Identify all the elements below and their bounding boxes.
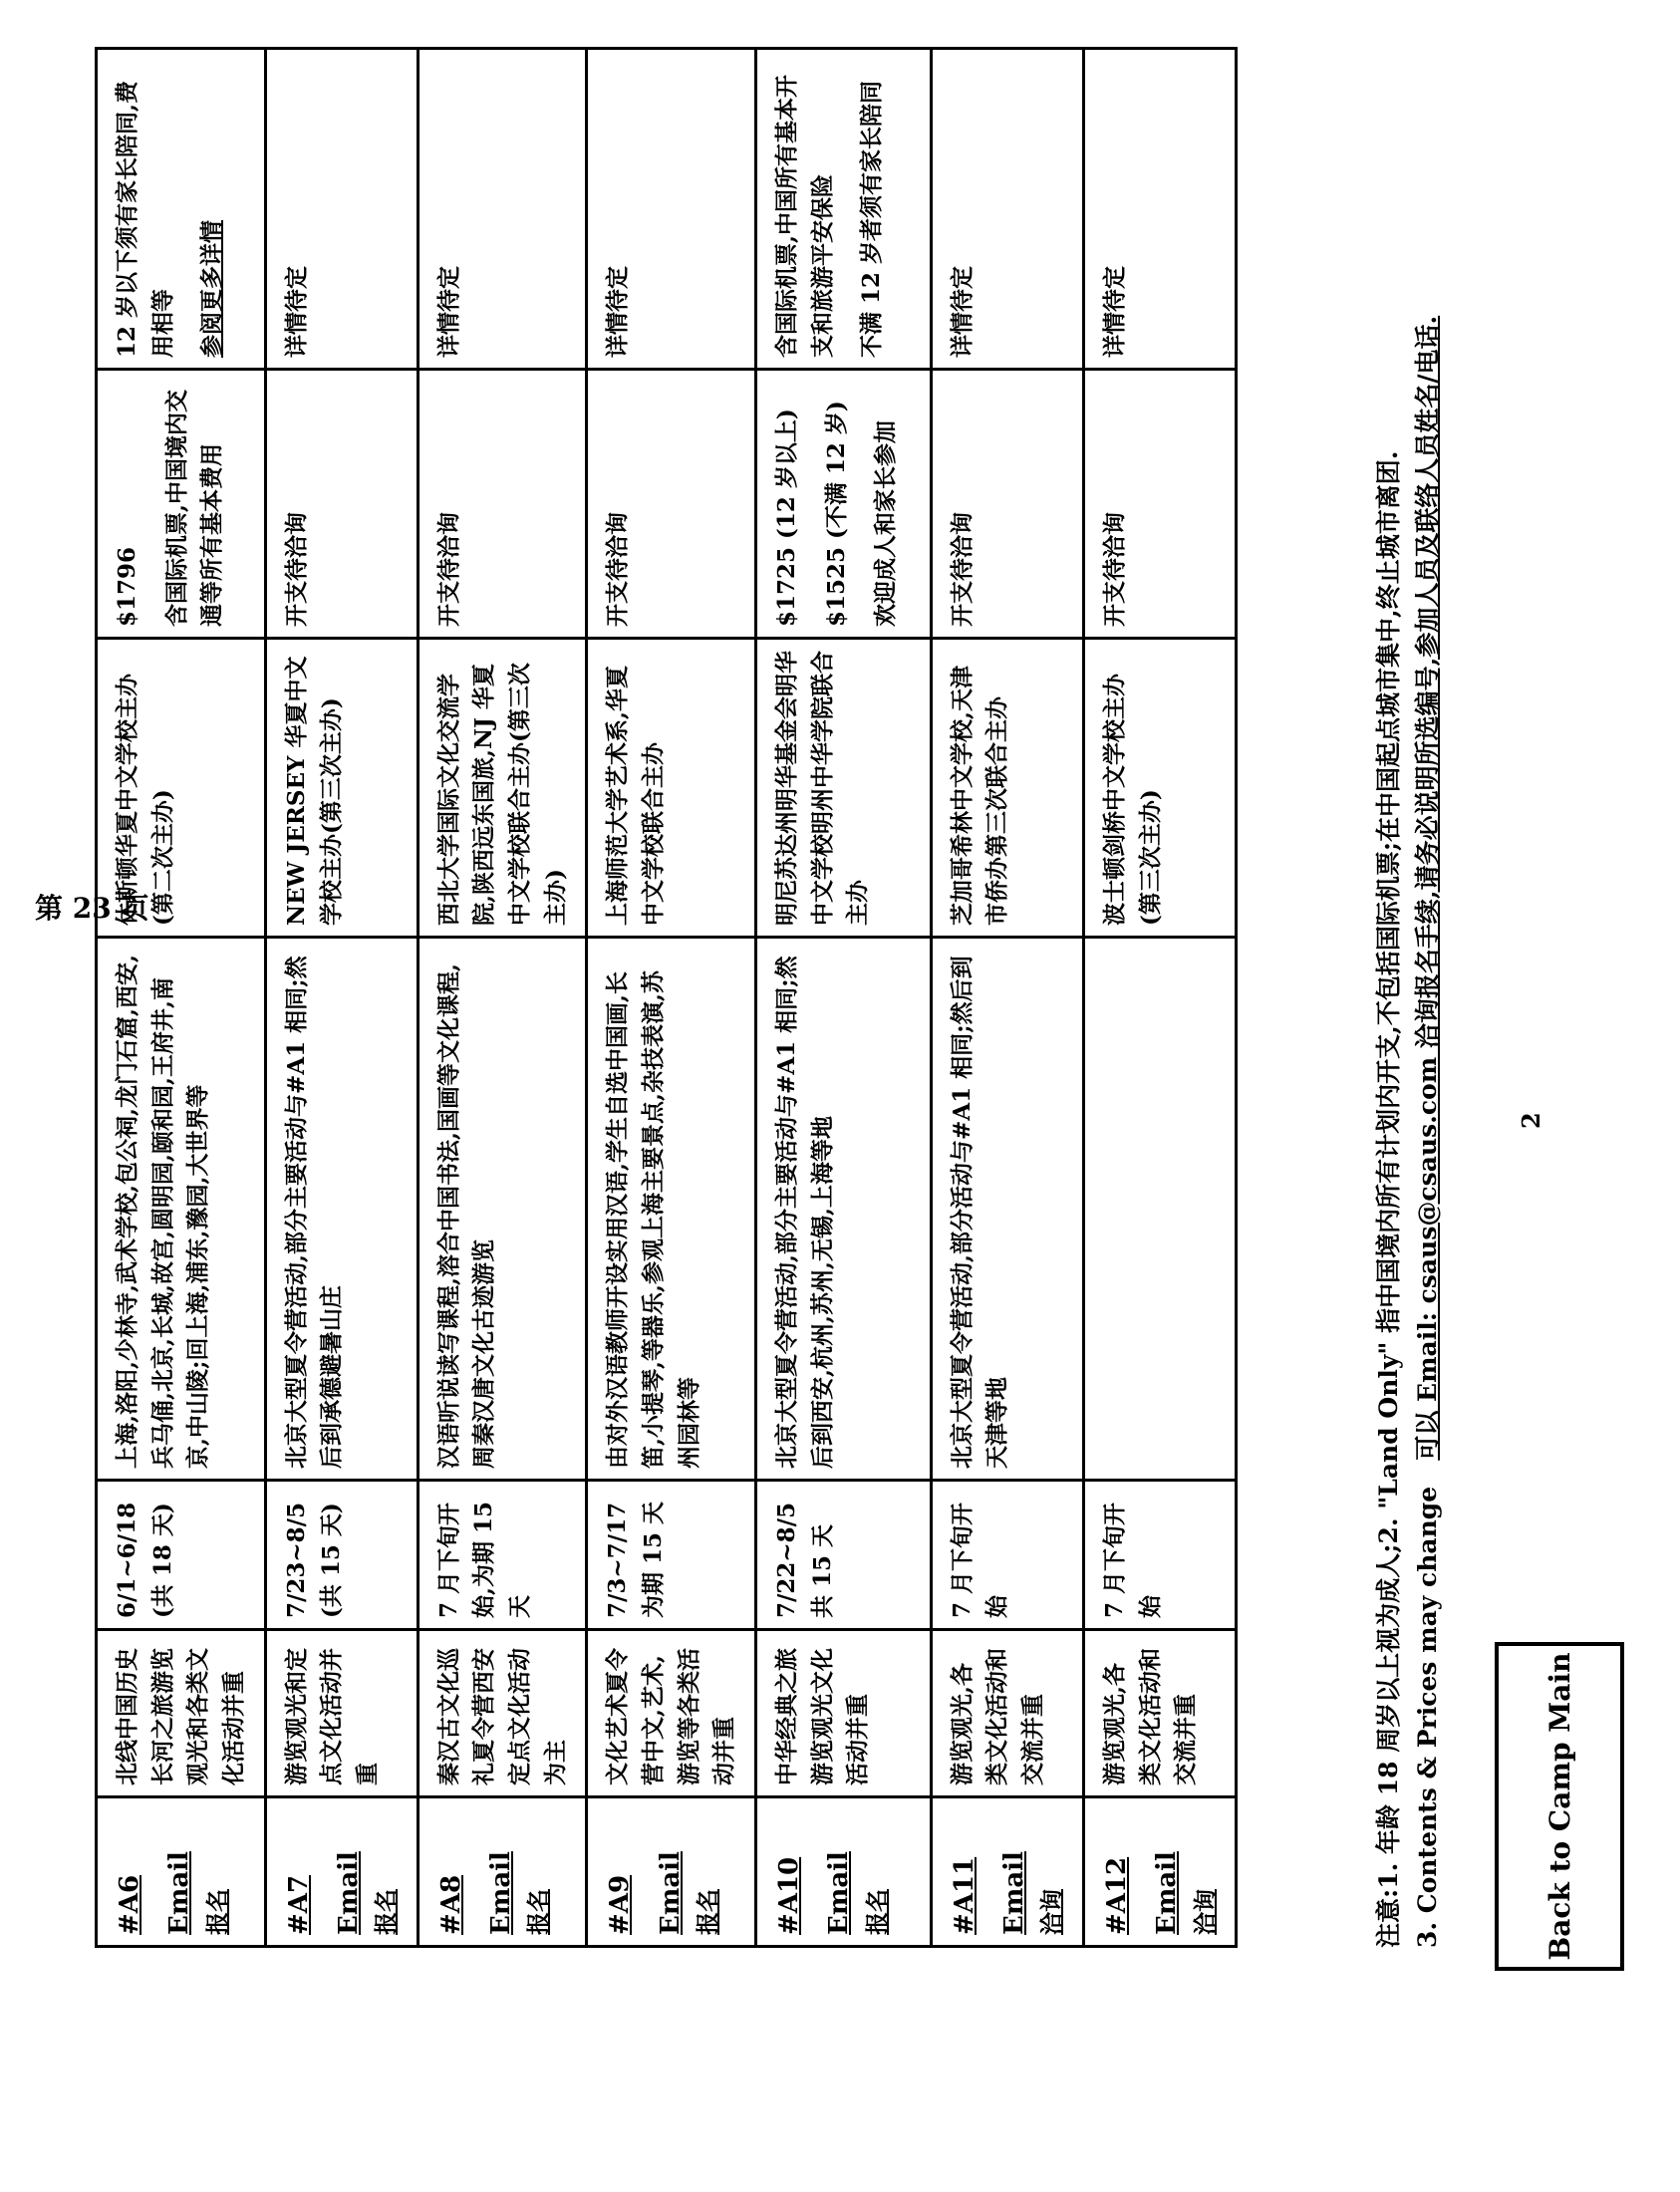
itinerary-text: 汉语听说读写课程,溶合中国书法,国画等文化课程,周秦汉唐文化古迹游览 xyxy=(434,962,498,1469)
email-link[interactable]: Email xyxy=(655,1851,686,1935)
camp-table xyxy=(95,47,1238,1948)
camp-table-body xyxy=(97,49,1237,1947)
dates-cell xyxy=(97,1481,266,1630)
fee-cell xyxy=(755,370,931,639)
more-details-link[interactable]: 参阅更多详情 xyxy=(198,220,226,358)
code-cell xyxy=(931,1797,1083,1947)
dates-text: 6/1~6/18 (共 18 天) xyxy=(114,1502,176,1618)
fee-cell xyxy=(265,370,418,639)
remark-line: 含国际机票,中国所有基本开支和旅游平安保险 xyxy=(772,74,836,358)
signup-link[interactable]: 报名 xyxy=(203,1889,231,1935)
remarks-cell xyxy=(97,49,266,370)
signup-link[interactable]: 报名 xyxy=(694,1889,721,1935)
fee-line: $1725 (12 岁以上) xyxy=(772,409,800,627)
theme-text: 秦汉古文化巡礼夏令营西安定点文化活动为主 xyxy=(434,1648,569,1785)
page-number: 2 xyxy=(1517,1112,1545,1129)
remark-line: 不满 12 岁者须有家长陪同 xyxy=(858,80,886,358)
fee-line: 欢迎成人和家长参加 xyxy=(872,420,900,627)
theme-cell xyxy=(418,1630,587,1797)
table-row xyxy=(755,49,931,1947)
remark-line: 详情待定 xyxy=(948,266,976,358)
dates-cell xyxy=(931,1481,1083,1630)
theme-cell xyxy=(931,1630,1083,1797)
table-row xyxy=(418,49,587,1947)
fee-cell xyxy=(587,370,756,639)
organizer-text: 西北大学国际文化交流学院,陕西远东国旅,NJ 华夏中文学校联合主办(第三次主办) xyxy=(434,663,569,926)
remarks-cell xyxy=(265,49,418,370)
table-row xyxy=(97,49,266,1947)
organizer-cell xyxy=(265,639,418,938)
itinerary-text: 上海,洛阳,少林寺,武术学校,包公祠,龙门石窟,西安,兵马俑,北京,长城,故宫,圆明园,颐和园,王府井,南京,中山陵;回上海,浦东,豫园,大世界等 xyxy=(114,954,212,1469)
dates-cell xyxy=(1084,1481,1237,1630)
organizer-text: NEW JERSEY 华夏中文学校主办(第三次主办) xyxy=(282,656,346,926)
code-cell xyxy=(587,1797,756,1947)
theme-text: 中华经典之旅游览观光文化活动并重 xyxy=(772,1648,872,1785)
remarks-cell xyxy=(755,49,931,370)
notes-line-2 xyxy=(1409,50,1448,1948)
fee-cell xyxy=(1084,370,1237,639)
fee-line: 开支待洽询 xyxy=(604,512,632,627)
table-row xyxy=(1084,49,1237,1947)
email-link[interactable]: Email xyxy=(486,1851,517,1935)
notes-line-1: 注意:1. 年龄 18 周岁以上视为成人;2. "Land Only" 指中国境内所有计划内开支,不包括国际机票;在中国起点城市集中,终止城市离团. xyxy=(1374,450,1403,1948)
email-link[interactable]: Email xyxy=(999,1851,1030,1935)
theme-text: 游览观光和定点文化活动并重 xyxy=(282,1648,381,1785)
dates-text: 7 月下旬开始,为期 15 天 xyxy=(434,1501,534,1618)
itinerary-cell xyxy=(931,938,1083,1481)
itinerary-text: 北京大型夏令营活动,部分主要活动与#A1 相同;然后到西安,杭州,苏州,无锡,上海等地 xyxy=(772,956,836,1469)
fee-line: 开支待洽询 xyxy=(948,512,976,627)
remark-line: 12 岁以下须有家长陪同,费用相等 xyxy=(114,80,176,358)
theme-text: 游览观光,各类文化活动和交流并重 xyxy=(948,1648,1047,1785)
email-link[interactable]: Email xyxy=(333,1851,364,1935)
organizer-cell xyxy=(931,639,1083,938)
fee-cell xyxy=(931,370,1083,639)
camp-code: #A7 xyxy=(283,1874,314,1935)
camp-code: #A8 xyxy=(435,1874,466,1935)
signup-link[interactable]: 报名 xyxy=(863,1889,891,1935)
camp-code: #A10 xyxy=(773,1856,804,1935)
theme-text: 北线中国历史长河之旅游览观光和各类文化活动并重 xyxy=(114,1648,247,1785)
notes-section xyxy=(1370,50,1448,1948)
dates-cell xyxy=(265,1481,418,1630)
organizer-text: 休斯顿华夏中文学校主办(第二次主办) xyxy=(114,674,176,926)
organizer-cell xyxy=(418,639,587,938)
fee-line: 开支待洽询 xyxy=(1101,512,1129,627)
remark-line: 详情待定 xyxy=(1101,266,1129,358)
email-link[interactable]: Email xyxy=(824,1851,855,1935)
organizer-cell xyxy=(755,639,931,938)
fee-line: $1796 xyxy=(114,546,140,627)
theme-cell xyxy=(755,1630,931,1797)
camp-code: #A6 xyxy=(115,1874,144,1935)
organizer-text: 芝加哥希林中文学校,天津市侨办第三次联合主办 xyxy=(948,665,1011,926)
camp-code: #A12 xyxy=(1102,1856,1133,1935)
fee-line: 含国际机票,中国境内交通等所有基本费用 xyxy=(162,389,226,627)
fee-line: $1525 (不满 12 岁) xyxy=(822,401,850,627)
itinerary-cell xyxy=(587,938,756,1481)
itinerary-cell xyxy=(1084,938,1237,1481)
dates-cell xyxy=(418,1481,587,1630)
fee-cell xyxy=(97,370,266,639)
code-cell xyxy=(97,1797,266,1947)
remarks-cell xyxy=(587,49,756,370)
remark-line: 详情待定 xyxy=(282,266,310,358)
notes-line-2-prefix: 3. Contents & Prices may change xyxy=(1412,1486,1442,1948)
dates-text: 7/23~8/5 (共 15 天) xyxy=(282,1502,346,1618)
itinerary-cell xyxy=(97,938,266,1481)
code-cell xyxy=(1084,1797,1237,1947)
theme-cell xyxy=(1084,1630,1237,1797)
theme-text: 游览观光,各类文化活动和交流并重 xyxy=(1101,1648,1200,1785)
remarks-cell xyxy=(931,49,1083,370)
dates-text: 7 月下旬开始 xyxy=(948,1502,1011,1618)
camp-code: #A11 xyxy=(949,1856,980,1935)
dates-text: 7 月下旬开始 xyxy=(1101,1502,1164,1618)
organizer-text: 明尼苏达州明华基金会明华中文学校明州中华学院联合主办 xyxy=(772,651,872,926)
camp-code: #A9 xyxy=(605,1874,636,1935)
signup-link[interactable]: 洽询 xyxy=(1038,1889,1066,1935)
remarks-cell xyxy=(418,49,587,370)
itinerary-text: 北京大型夏令营活动,部分活动与#A1 相同;然后到天津等地 xyxy=(948,956,1011,1469)
fee-cell xyxy=(418,370,587,639)
table-row xyxy=(265,49,418,1947)
dates-text: 7/3~7/17 为期 15 天 xyxy=(604,1501,667,1618)
code-cell xyxy=(755,1797,931,1947)
theme-cell xyxy=(97,1630,266,1797)
itinerary-text: 由对外汉语教师开设实用汉语,学生自选中国画,长笛,小提琴,等器乐,参观上海主要景点,杂技表演,苏州园林等 xyxy=(604,969,702,1469)
code-cell xyxy=(265,1797,418,1947)
code-cell xyxy=(418,1797,587,1947)
fee-line: 开支待洽询 xyxy=(282,512,310,627)
signup-link[interactable]: 洽询 xyxy=(1191,1889,1219,1935)
email-link[interactable]: Email xyxy=(164,1851,195,1935)
dates-cell xyxy=(755,1481,931,1630)
table-row xyxy=(587,49,756,1947)
organizer-cell xyxy=(1084,639,1237,938)
theme-cell xyxy=(265,1630,418,1797)
itinerary-cell xyxy=(418,938,587,1481)
dates-cell xyxy=(587,1481,756,1630)
theme-text: 文化艺术夏令营中文,艺术,游览等各类活动并重 xyxy=(604,1648,738,1785)
signup-link[interactable]: 报名 xyxy=(525,1889,553,1935)
page-footer: 第 23 页 xyxy=(35,892,149,925)
signup-link[interactable]: 报名 xyxy=(373,1889,401,1935)
email-link[interactable]: Email xyxy=(1152,1851,1183,1935)
fee-line: 开支待洽询 xyxy=(434,512,462,627)
organizer-text: 波士顿剑桥中文学校主办(第三次主办) xyxy=(1101,674,1164,926)
remarks-cell xyxy=(1084,49,1237,370)
table-row xyxy=(931,49,1083,1947)
notes-line-2-contact[interactable]: 可以 Email: csaus@csaus.com 洽询报名手续,请务必说明所选编号,参加人员及联络人员姓名/电话. xyxy=(1412,315,1442,1461)
dates-text: 7/22~8/5 共 15 天 xyxy=(772,1502,836,1618)
organizer-text: 上海师范大学艺术系,华夏中文学校联合主办 xyxy=(604,665,667,926)
remark-line: 详情待定 xyxy=(434,266,462,358)
itinerary-cell xyxy=(755,938,931,1481)
itinerary-text: 北京大型夏令营活动,部分主要活动与#A1 相同;然后到承德避暑山庄 xyxy=(282,956,346,1469)
theme-cell xyxy=(587,1630,756,1797)
organizer-cell xyxy=(587,639,756,938)
back-to-camp-main-button[interactable]: Back to Camp Main xyxy=(1495,1642,1624,1971)
itinerary-cell xyxy=(265,938,418,1481)
remark-line: 详情待定 xyxy=(604,266,632,358)
